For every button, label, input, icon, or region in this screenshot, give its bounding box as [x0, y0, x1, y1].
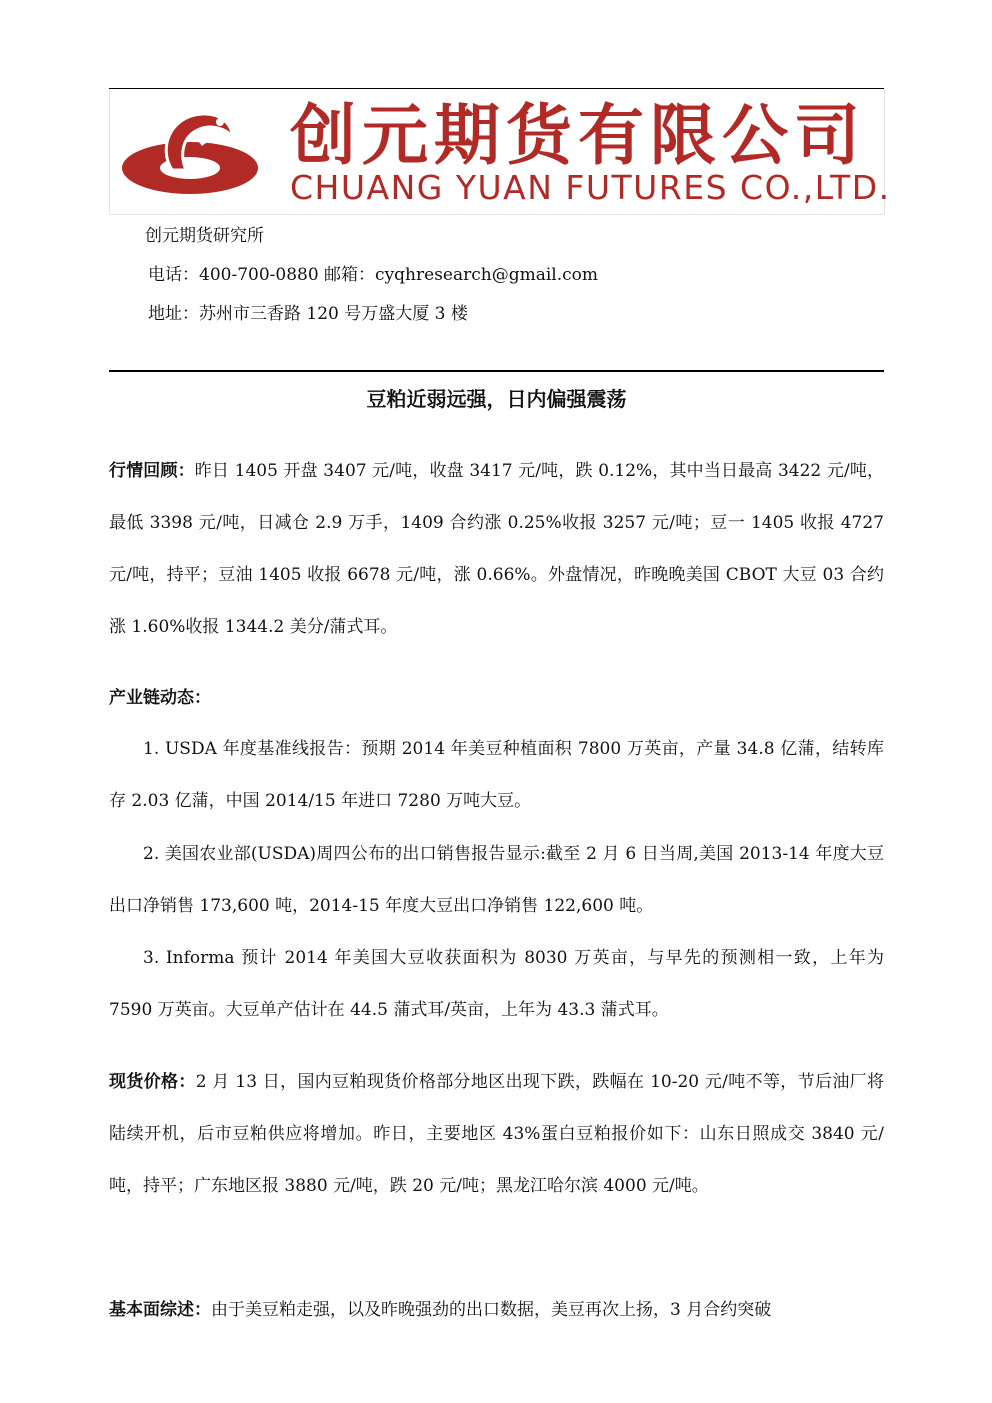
institute-name: 创元期货研究所 [145, 226, 264, 246]
company-logo-icon [120, 108, 260, 200]
industry-item: 2. 美国农业部(USDA)周四公布的出口销售报告显示:截至 2 月 6 日当周,美国 2013-14 年度大豆出口净销售 173,600 吨，2014-15 年度大豆出口净销售 122,600 吨。 [109, 844, 884, 916]
industry-item: 1. USDA 年度基准线报告：预期 2014 年美豆种植面积 7800 万英亩，产量 34.8 亿蒲，结转库存 2.03 亿蒲，中国 2014/15 年进口 7280 万吨大豆。 [109, 739, 884, 811]
market-review-paragraph [109, 445, 884, 653]
header-top-rule [109, 88, 884, 89]
fundamentals-text: 由于美豆粕走强，以及昨晚强劲的出口数据，美豆再次上扬，3 月合约突破 [211, 1300, 772, 1320]
address: 地址：苏州市三香路 120 号万盛大厦 3 楼 [148, 304, 468, 324]
company-banner [109, 90, 891, 215]
company-name-en: CHUANG YUAN FUTURES CO.,LTD. [290, 168, 891, 207]
spot-price-label: 现货价格： [109, 1072, 196, 1092]
report-title: 豆粕近弱远强，日内偏强震荡 [366, 387, 627, 411]
market-review-text: 昨日 1405 开盘 3407 元/吨，收盘 3417 元/吨，跌 0.12%，其中当日最高 3422 元/吨，最低 3398 元/吨，日减仓 2.9 万手，1409 合约涨 0.25%收报 3257 元/吨；豆一 1405 收报 4727 元/吨，持平；豆油 1405 收报 6678 元/吨，涨 0.66%。外盘情况，昨晚晚美国 CBOT 大豆 03 合约涨 1.60%收报 1344.2 美分/蒲式耳。 [109, 461, 884, 637]
company-name-cn: 创元期货有限公司 [290, 97, 866, 174]
header-divider [109, 370, 884, 372]
market-review-label: 行情回顾： [109, 461, 195, 481]
industry-heading: 产业链动态： [109, 688, 211, 708]
industry-item: 3. Informa 预计 2014 年美国大豆收获面积为 8030 万英亩，与早先的预测相一致，上年为 7590 万英亩。大豆单产估计在 44.5 蒲式耳/英亩，上年为 43.3 蒲式耳。 [109, 948, 884, 1020]
fundamentals-label: 基本面综述： [109, 1300, 211, 1320]
spot-price-text: 2 月 13 日，国内豆粕现货价格部分地区出现下跌，跌幅在 10-20 元/吨不等，节后油厂将陆续开机，后市豆粕供应将增加。昨日，主要地区 43%蛋白豆粕报价如下：山东日照成交 3840 元/吨，持平；广东地区报 3880 元/吨，跌 20 元/吨；黑龙江哈尔滨 4000 元/吨。 [109, 1072, 885, 1196]
fundamentals-paragraph [109, 1284, 884, 1336]
spot-price-paragraph [109, 1056, 884, 1212]
phone-email: 电话：400-700-0880 邮箱：cyqhresearch@gmail.com [148, 265, 599, 285]
